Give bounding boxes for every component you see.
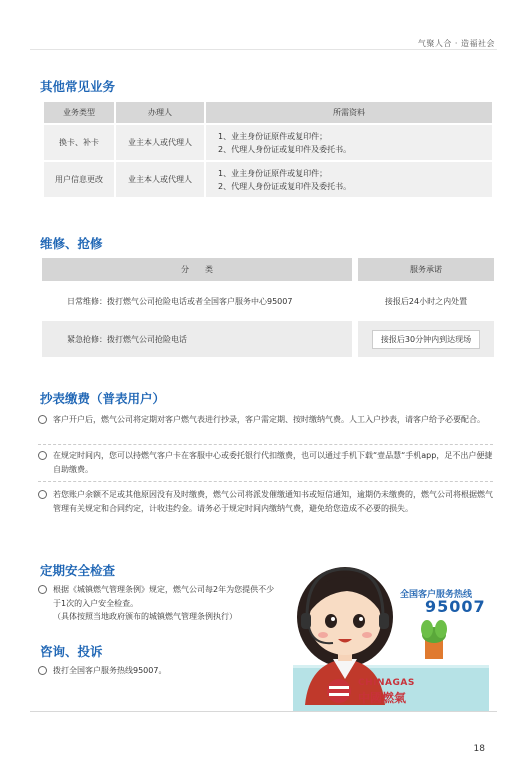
dashed-divider [38,444,493,445]
bullet-circle-icon [38,490,47,499]
list-item [38,413,493,427]
bullet-circle-icon [38,451,47,460]
list-item-text: 拨打全国客户服务热线95007。 [53,666,167,675]
handler-cell: 业主本人或代理人 [116,162,204,197]
list-item [38,583,278,624]
column-header: 所需资料 [206,102,492,123]
list-item [38,449,493,476]
list-item [38,664,278,678]
repair-category-cell: 日常维修：拨打燃气公司抢险电话或者全国客户服务中心95007 [67,296,293,306]
service-promise-cell [358,321,494,357]
column-header: 办理人 [116,102,204,123]
repair-table [42,258,494,357]
table-row [44,162,492,197]
document-line: 1、业主身份证原件或复印件； [218,131,328,141]
repair-category-cell: 紧急抢修：拨打燃气公司抢险电话 [42,321,352,357]
list-item-text [53,583,278,624]
safety-check-text: 根据《城镇燃气管理条例》规定，燃气公司每2年为您提供不少于1次的入户安全检查。 [53,585,275,608]
header-slogan: 气聚人合 · 造福社会 [417,39,495,48]
column-header: 分 类 [42,258,352,281]
hotline-label: 全国客户服务热线 [400,590,473,600]
list-item-text: 若您账户余额不足或其他原因没有及时缴费，燃气公司将派发催缴通知书或短信通知，逾期仍未缴费的，燃气公司将根据燃气管理有关规定和合同约定，计收违约金。请务必于规定时间内缴纳气费，避免给您造成不必要的损失。 [53,490,493,513]
bullet-circle-icon [38,415,47,424]
table-row [44,125,492,160]
logo-chinese-text: 中國燃氣 [358,691,407,705]
list-item-text: 客户开户后，燃气公司将定期对客户燃气表进行抄录，客户需定期、按时缴纳气费。人工入户抄表，请客户给予必要配合。 [53,415,485,424]
documents-cell [206,162,492,197]
document-line: 2、代理人身份证或复印件及委托书。 [218,144,352,154]
section-title-other-business: 其他常见业务 [40,79,116,94]
bullet-circle-icon [38,666,47,675]
service-promise-text: 接报后30分钟内到达现场 [372,330,480,349]
top-divider [30,49,497,50]
logo-english-text: CHINAGAS [358,678,415,688]
safety-check-note: （具体按照当地政府颁布的城镇燃气管理条例执行） [53,612,237,621]
section-title-repair: 维修、抢修 [40,236,103,251]
bottom-divider [30,711,497,712]
business-type-cell: 用户信息更改 [44,162,114,197]
bullet-circle-icon [38,585,47,594]
column-header: 服务承诺 [358,258,494,281]
column-header: 业务类型 [44,102,114,123]
hotline-number: 95007 [425,597,486,616]
service-promise-cell: 接报后24小时之内处置 [384,296,468,306]
chinagas-logo-icon [325,678,353,704]
chinagas-logo [325,678,425,704]
table-row [42,321,494,357]
table-header-row [42,258,494,281]
table-header-row [44,102,492,123]
list-item-text: 在规定时间内，您可以持燃气客户卡在客服中心或委托银行代扣缴费，也可以通过手机下载“壹品慧“手机app，足不出户便捷自助缴费。 [53,451,493,474]
page-number: 18 [473,744,485,754]
dashed-divider [38,481,493,482]
list-item [38,488,493,515]
other-business-table [42,100,494,199]
section-title-consult-complaint: 咨询、投诉 [40,644,103,659]
table-row [42,283,494,319]
document-line: 2、代理人身份证或复印件及委托书。 [218,181,352,191]
section-title-meter-payment: 抄表缴费（普表用户） [40,391,166,406]
business-type-cell: 换卡、补卡 [44,125,114,160]
section-title-safety-check: 定期安全检查 [40,563,116,578]
handler-cell: 业主本人或代理人 [116,125,204,160]
document-line: 1、业主身份证原件或复印件； [218,168,328,178]
documents-cell [206,125,492,160]
